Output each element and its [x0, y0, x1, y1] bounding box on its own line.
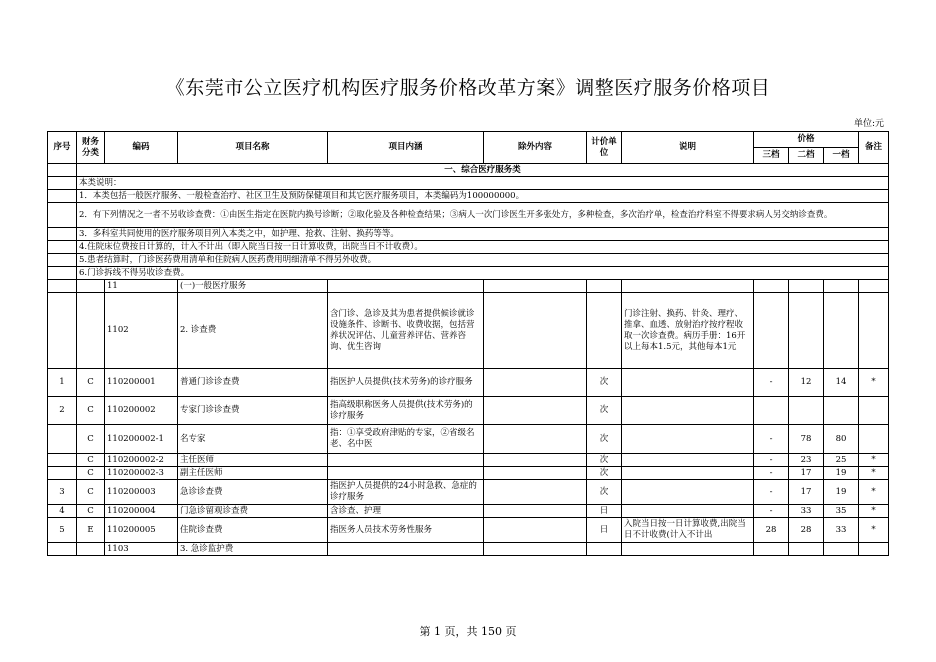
header-tier1: 一档 [824, 148, 859, 164]
section-gutter [48, 164, 77, 177]
section-title: 一、综合医疗服务类 [77, 164, 889, 177]
note-item: 5.患者结算时，门诊医药费用清单和住院病人医药费用明细清单不得另外收费。 [77, 254, 889, 267]
note-item: 6.门诊拆线不得另收诊查费。 [77, 267, 889, 280]
table-row: 4 C 110200004 门急诊留观诊查费 含诊查、护理 日 - 33 35 * [48, 505, 889, 518]
header-tier3: 三档 [754, 148, 789, 164]
table-row: 11 (一)一般医疗服务 [48, 280, 889, 293]
note-item: 4.住院床位费按日计算的，计入不计出（即入院当日按一日计算收费，出院当日不计收费）。 [77, 241, 889, 254]
table-row: 2 C 110200002 专家门诊诊查费 指高级职称医务人员提供(技术劳务)的诊疗服务 次 [48, 397, 889, 425]
note-item: 2．有下列情况之一者不另收诊查费：①由医生指定在医院内换号诊断；②取化验及各种检查结果；③病人一次门诊医生开多张处方，多种检查，多次治疗单，检查治疗科室不得要求病人另交纳诊查费。 [77, 203, 889, 228]
page-footer: 第 1 页，共 150 页 [419, 625, 517, 638]
note-item: 1．本类包括一般医疗服务、一般检查治疗、社区卫生及预防保健项目和其它医疗服务项目，本类编码为100000000。 [77, 190, 889, 203]
table-row: 1 C 110200001 普通门诊诊查费 指医护人员提供(技术劳务)的诊疗服务 次 - 12 14 * [48, 369, 889, 397]
page-title: 《东莞市公立医疗机构医疗服务价格改革方案》调整医疗服务价格项目 [165, 77, 771, 99]
header-name: 项目名称 [178, 132, 328, 164]
header-content: 项目内涵 [328, 132, 484, 164]
header-price: 价格 [754, 132, 859, 148]
header-remark: 备注 [859, 132, 889, 164]
header-excl: 除外内容 [484, 132, 587, 164]
table-row: 3 C 110200003 急诊诊查费 指医护人员提供的24小时急救、急症的诊疗服务 次 - 17 19 * [48, 480, 889, 505]
header-unit: 计价单位 [587, 132, 622, 164]
table-row: 5 E 110200005 住院诊查费 指医务人员技术劳务性服务 日 入院当日按一日计算收费,出院当日不计收费(计入不计出 28 28 33 * [48, 518, 889, 543]
price-table [47, 131, 889, 556]
unit-label: 单位:元 [853, 119, 884, 129]
table-row: C 110200002-3 副主任医师 次 - 17 19 * [48, 467, 889, 480]
note-item: 3．多科室共同使用的医疗服务项目列入本类之中，如护理、抢救、注射、换药等等。 [77, 228, 889, 241]
table-row: 1103 3. 急诊监护费 [48, 543, 889, 556]
header-desc: 说明 [622, 132, 754, 164]
header-seq: 序号 [48, 132, 77, 164]
table-row: 1102 2. 诊查费 含门诊、急诊及其为患者提供候诊就诊设施条件、诊断书、收费收据，包括营养状况评估、儿童营养评估、营养咨询、优生咨询 门诊注射、换药、针灸、理疗、推拿、血透、放射治疗按疗程收取一次诊查费。病历手册：16开以上每本1.5元，其他每本1元 [48, 293, 889, 369]
header-fin: 财务分类 [77, 132, 105, 164]
note-item: 本类说明： [77, 177, 889, 190]
header-tier2: 二档 [789, 148, 824, 164]
table-row: C 110200002-2 主任医师 次 - 23 25 * [48, 454, 889, 467]
table-row: C 110200002-1 名专家 指：①享受政府津贴的专家，②省级名老、名中医 次 - 78 80 [48, 425, 889, 454]
header-code: 编码 [105, 132, 178, 164]
